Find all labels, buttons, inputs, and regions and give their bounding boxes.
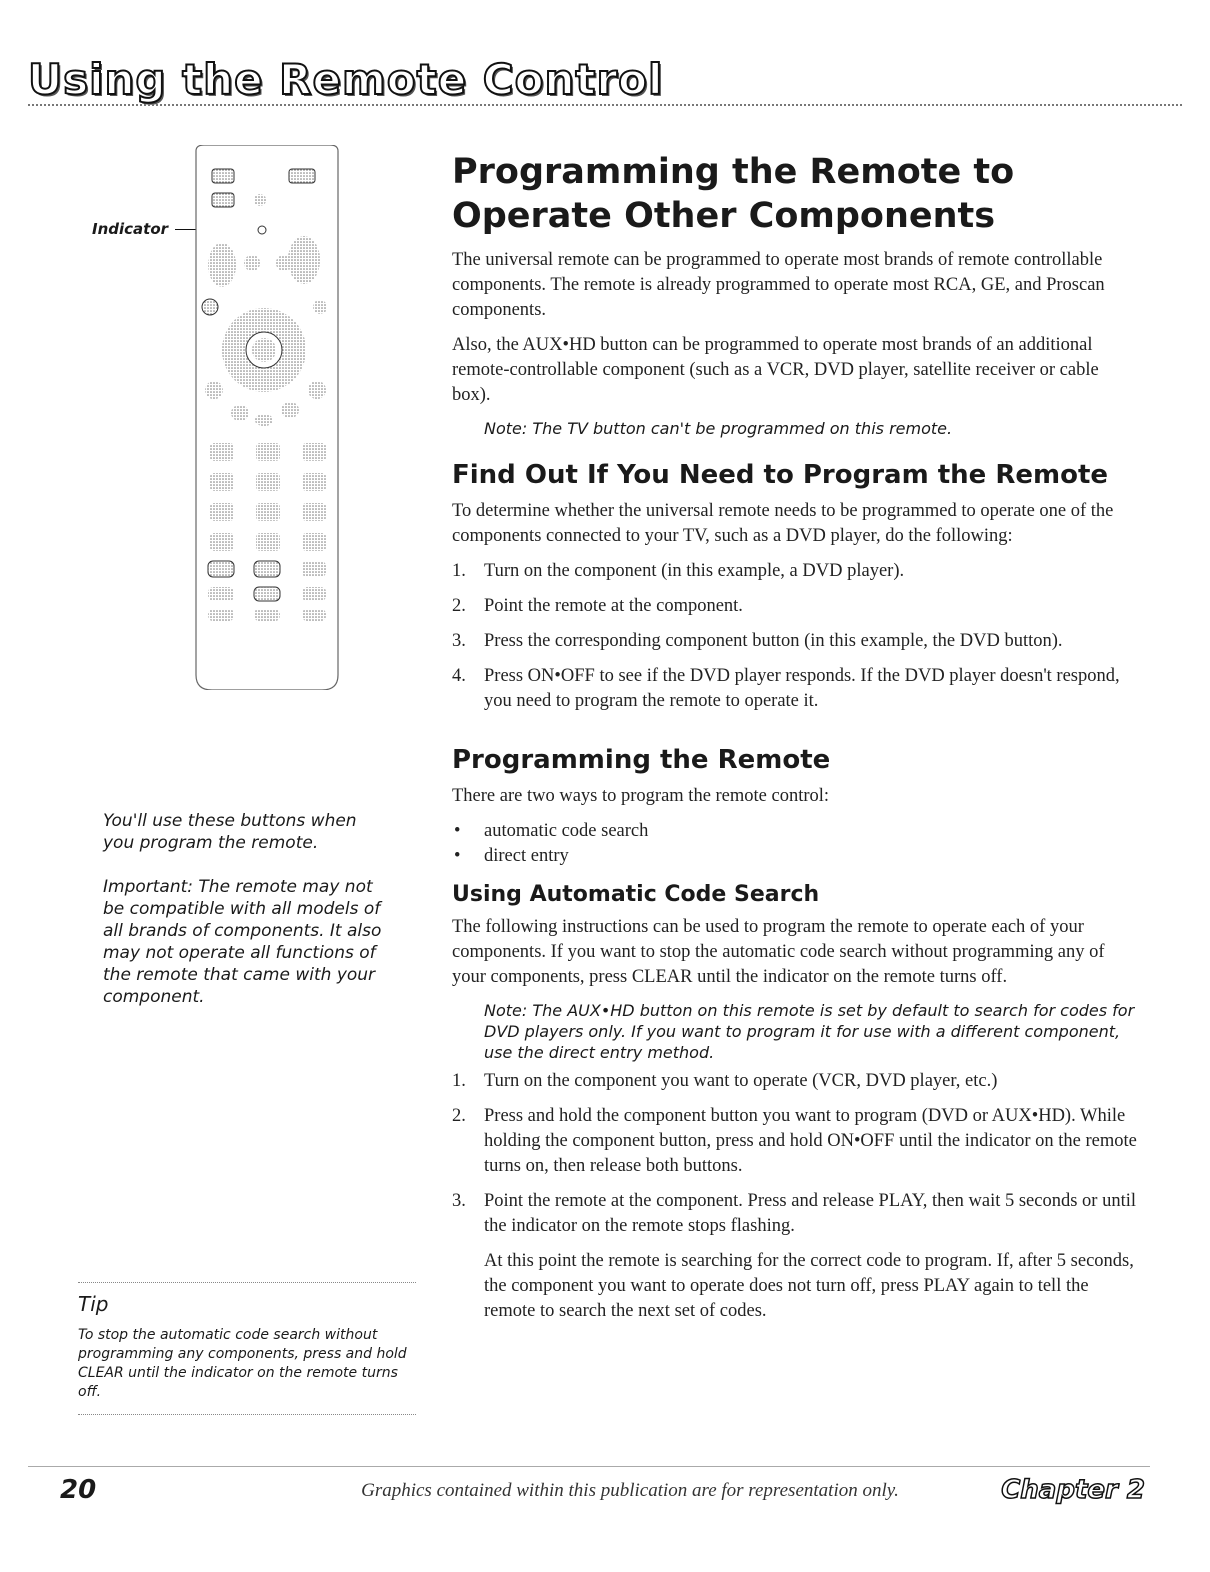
step3-continuation: At this point the remote is searching for the correct code to program. If, after 5 seconds, the component you want to operate does not turn off, press PLAY again to tell the remote to search the next set of codes. (484, 1251, 1134, 1321)
footer-rule (28, 1466, 1150, 1467)
intro-paragraph-1: The universal remote can be programmed to operate most brands of remote controllable components. The remote is already programmed to operate most RCA, GE, and Proscan components. (452, 250, 1105, 320)
list-item: 3. Point the remote at the component. Press and release PLAY, then wait 5 seconds or until the indicator on the remote stops flashing. (452, 1191, 1137, 1236)
tip-rule-top (78, 1282, 416, 1283)
auto-search-heading: Using Automatic Code Search (452, 882, 820, 907)
list-item: 2. Press and hold the component button you want to program (DVD or AUX•HD). While holding the component button, press and hold ON•OFF until the indicator on the remote turns on, then release both buttons. (452, 1106, 1137, 1176)
auto-search-note: Note: The AUX•HD button on this remote is set by default to search for codes for DVD players only. If you want to program it for use with a different component, use the direct entry method. (484, 1001, 1135, 1062)
sidebar-note-important: Important: The remote may not be compatible with all models of all brands of components. It also may not operate all functions of the remote that came with your component. (103, 877, 382, 1007)
chapter-label: Chapter 2 (1001, 1475, 1145, 1505)
tip-heading: Tip (78, 1292, 109, 1316)
list-item: • direct entry (452, 844, 1137, 869)
auto-search-steps (452, 1069, 1137, 1239)
list-item: • automatic code search (452, 819, 1137, 844)
section-find-out (452, 459, 1137, 714)
sidebar-note-buttons: You'll use these buttons when you program the remote. (103, 811, 357, 853)
programming-heading: Programming the Remote (452, 745, 831, 775)
auto-search-intro: The following instructions can be used to program the remote to operate each of your components. If you want to stop the automatic code search without programming any of your components, press CLEAR until the indicator on the remote turns off. (452, 917, 1105, 987)
footer-disclaimer: Graphics contained within this publication are for representation only. (361, 1480, 899, 1501)
intro-paragraph-2: Also, the AUX•HD button can be programmed to operate most brands of an additional remote-controllable component (such as a VCR, DVD player, satellite receiver or cable box). (452, 335, 1099, 405)
section-programming (452, 744, 1137, 1324)
intro-note: Note: The TV button can't be programmed on this remote. (484, 419, 953, 438)
list-item: 3. Press the corresponding component button (in this example, the DVD button). (452, 631, 1063, 651)
tip-rule-bottom (78, 1414, 416, 1415)
list-item: 2. Point the remote at the component. (452, 596, 743, 616)
programming-methods (452, 819, 1137, 869)
remote-control-illustration (192, 145, 342, 690)
list-item: 1. Turn on the component (in this example, a DVD player). (452, 561, 905, 581)
find-heading: Find Out If You Need to Program the Remote (452, 460, 1109, 490)
main-title: Programming the Remote to Operate Other Components (452, 152, 1015, 236)
find-steps (452, 559, 1137, 714)
list-item: 1. Turn on the component you want to operate (VCR, DVD player, etc.) (452, 1071, 998, 1091)
main-column (452, 150, 1137, 1334)
list-item: 4. Press ON•OFF to see if the DVD player responds. If the DVD player doesn't respond, you need to program the remote to operate it. (452, 666, 1120, 711)
page-number: 20 (60, 1475, 97, 1505)
tip-text: To stop the automatic code search without programming any components, press and hold CLEAR until the indicator on the remote turns off. (78, 1327, 407, 1400)
header-rule (28, 104, 1182, 106)
page-header-title: Using the Remote Control (28, 55, 664, 104)
indicator-label: Indicator (92, 220, 169, 238)
find-intro: To determine whether the universal remote needs to be programmed to operate one of the components connected to your TV, such as a DVD player, do the following: (452, 501, 1114, 546)
programming-intro: There are two ways to program the remote control: (452, 786, 830, 806)
